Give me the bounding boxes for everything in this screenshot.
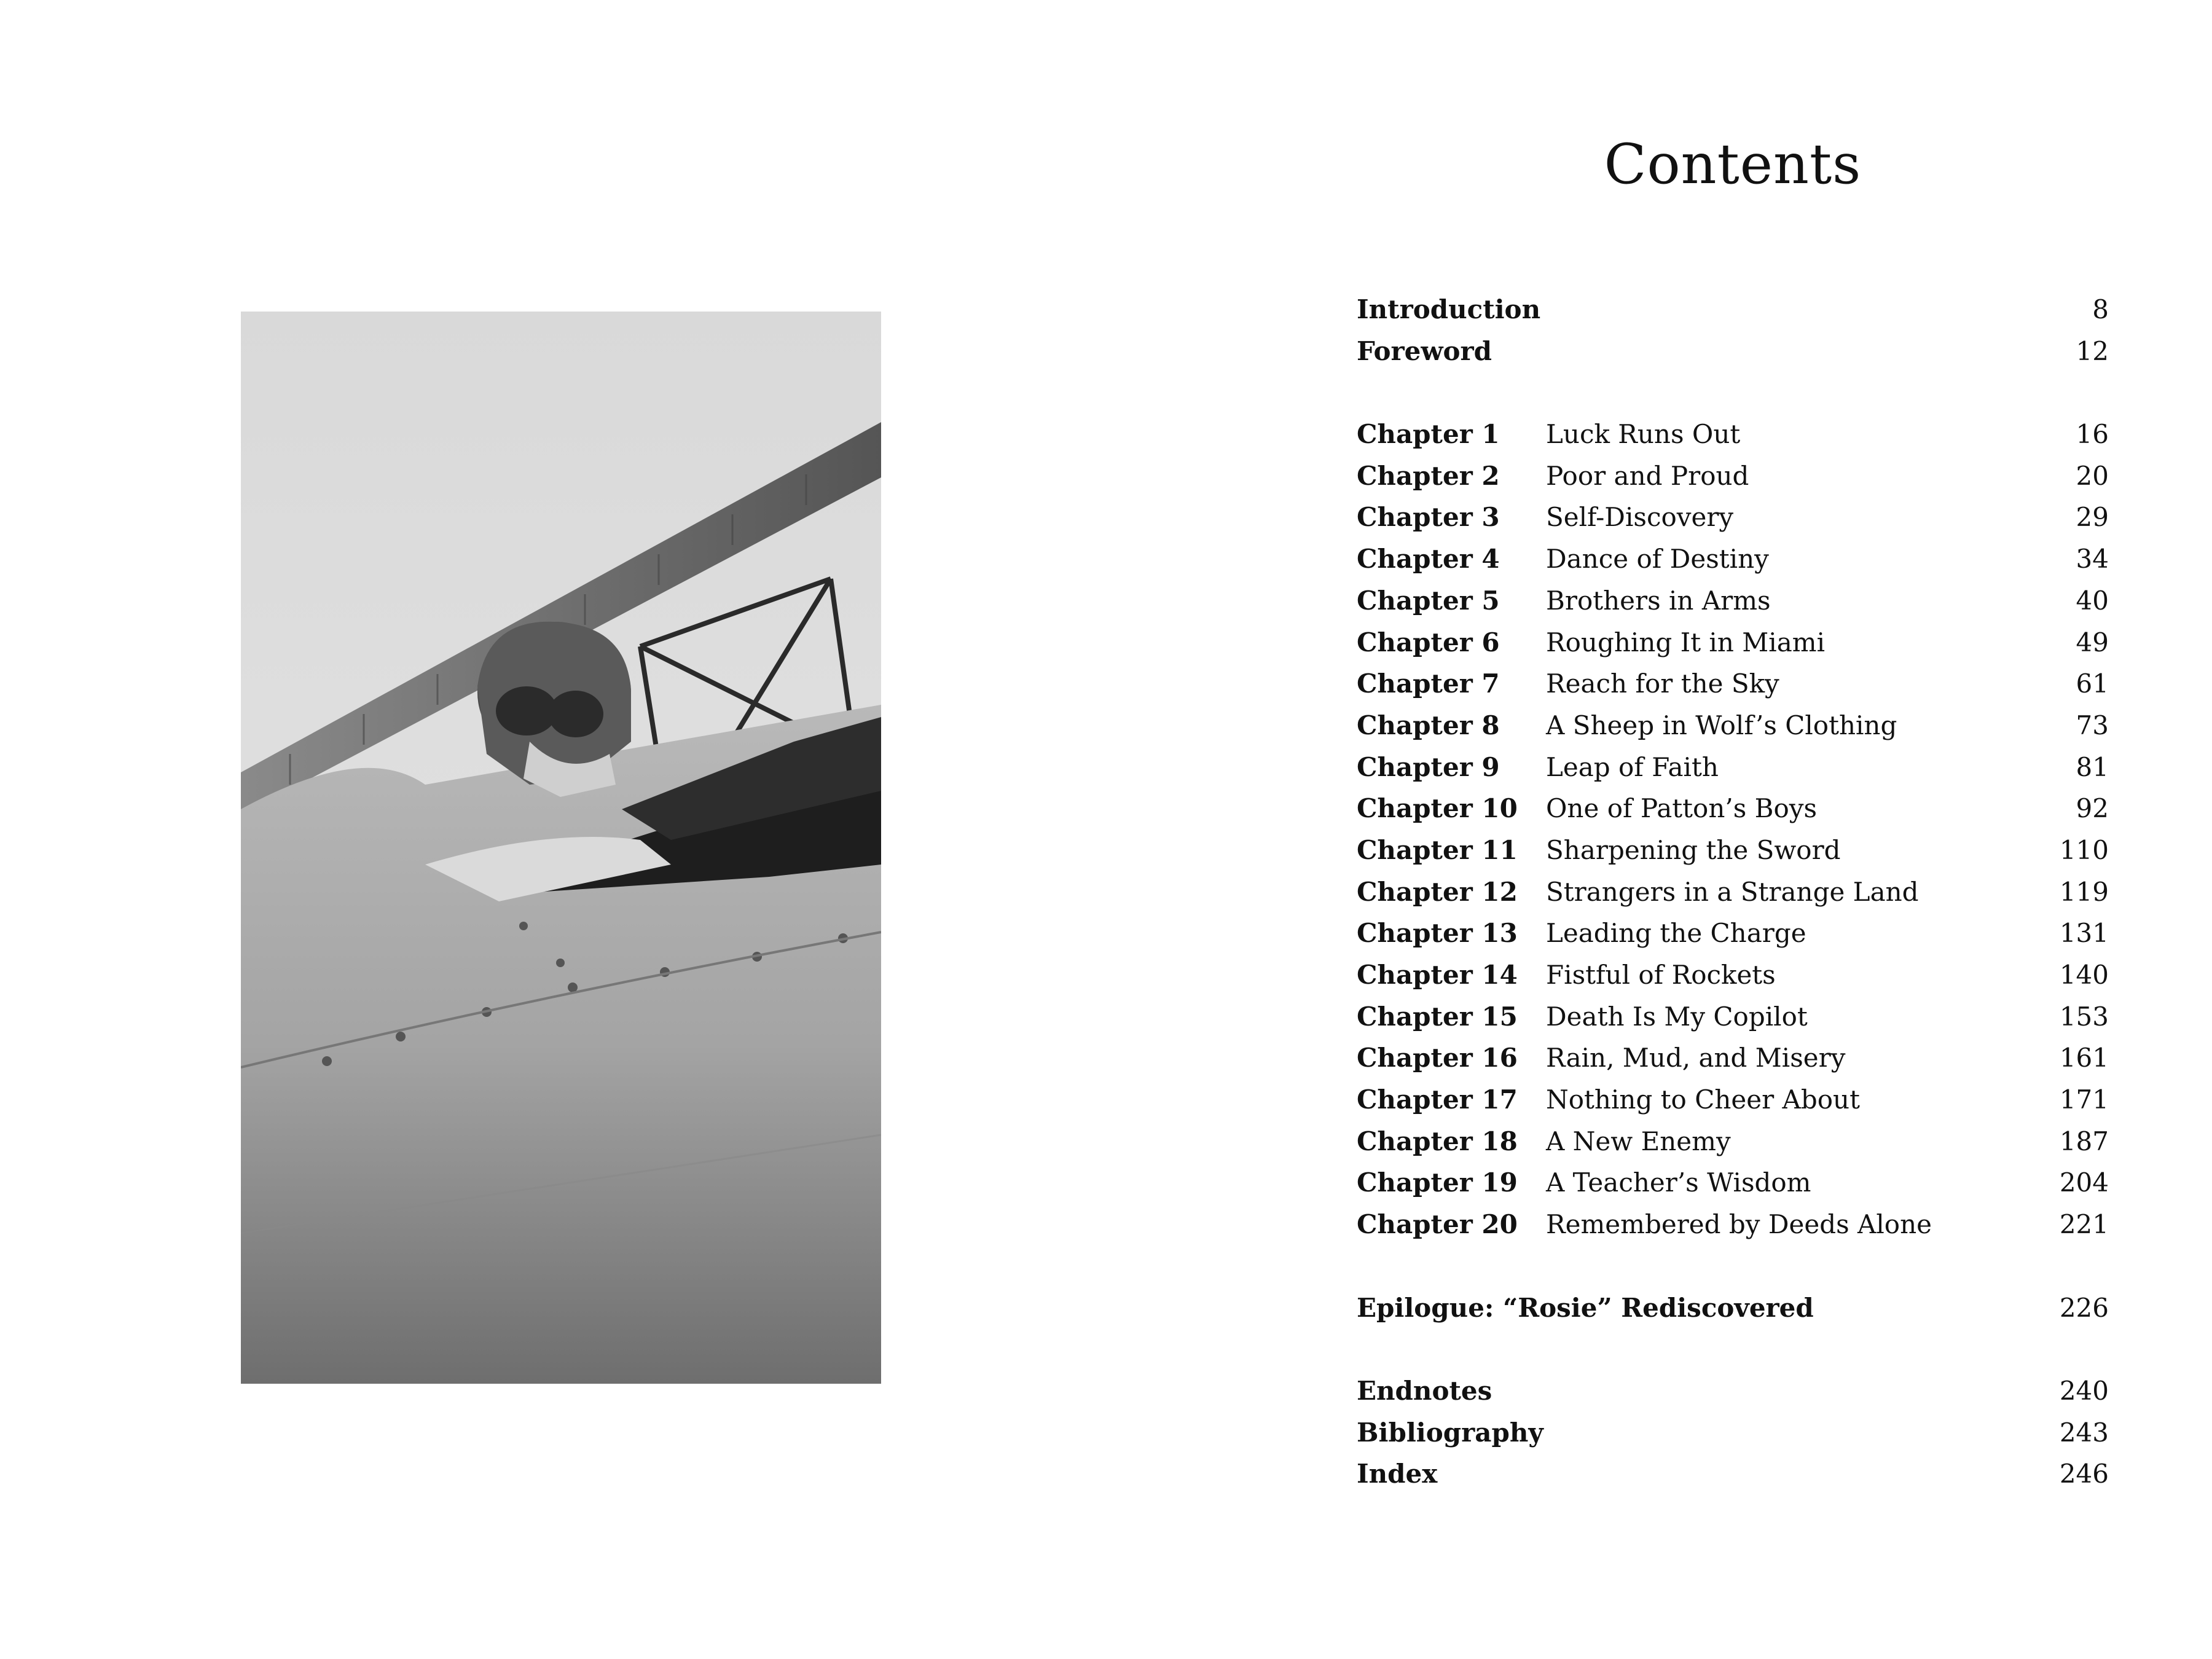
toc-page-number: 20 <box>2076 460 2109 491</box>
toc-page-number: 204 <box>2059 1167 2109 1198</box>
toc-page-number: 131 <box>2059 918 2109 949</box>
toc-row-chapter[interactable] <box>1357 954 2109 996</box>
toc-page-number: 73 <box>2076 710 2109 740</box>
toc-row-chapter[interactable] <box>1357 663 2109 705</box>
toc-page-number: 29 <box>2076 502 2109 533</box>
toc-page-number: 243 <box>2059 1417 2109 1448</box>
toc-row-chapter[interactable] <box>1357 912 2109 954</box>
toc-page-number: 153 <box>2059 1001 2109 1032</box>
chapter-label: Chapter 18 <box>1357 1126 1518 1156</box>
toc-page-number: 61 <box>2076 669 2109 699</box>
chapter-label: Chapter 5 <box>1357 585 1500 616</box>
toc-page-number: 246 <box>2059 1459 2109 1489</box>
toc-row-endnotes[interactable] <box>1357 1370 2109 1412</box>
chapter-label: Chapter 11 <box>1357 834 1518 865</box>
toc-row-chapter[interactable] <box>1357 830 2109 871</box>
toc-page-number: 240 <box>2059 1375 2109 1406</box>
chapter-title: Leading the Charge <box>1546 918 1806 949</box>
toc-label: Introduction <box>1357 294 1541 324</box>
chapter-title: Remembered by Deeds Alone <box>1546 1209 1932 1240</box>
chapter-title: Self-Discovery <box>1546 502 1734 533</box>
toc-row-chapter[interactable] <box>1357 871 2109 913</box>
toc-label: Foreword <box>1357 335 1492 366</box>
chapter-title: A Sheep in Wolf’s Clothing <box>1546 710 1897 740</box>
chapter-label: Chapter 17 <box>1357 1084 1518 1115</box>
chapter-label: Chapter 15 <box>1357 1001 1518 1032</box>
toc-label: Endnotes <box>1357 1375 1492 1406</box>
toc-page-number: 161 <box>2059 1043 2109 1073</box>
biplane-pilot-photo <box>241 312 881 1384</box>
toc-label: Epilogue: “Rosie” Rediscovered <box>1357 1292 1814 1323</box>
toc-row-chapter[interactable] <box>1357 622 2109 664</box>
chapter-title: Reach for the Sky <box>1546 669 1779 699</box>
toc-page-number: 92 <box>2076 793 2109 824</box>
chapter-title: Luck Runs Out <box>1546 419 1741 450</box>
chapter-title: Leap of Faith <box>1546 751 1719 782</box>
toc-row-chapter[interactable] <box>1357 414 2109 455</box>
chapter-title: One of Patton’s Boys <box>1546 793 1818 824</box>
toc-page-number: 221 <box>2059 1209 2109 1240</box>
chapter-title: A Teacher’s Wisdom <box>1546 1167 1811 1198</box>
toc-row-chapter[interactable] <box>1357 538 2109 580</box>
chapter-title: Dance of Destiny <box>1546 544 1769 575</box>
chapter-label: Chapter 13 <box>1357 918 1518 949</box>
toc-label: Index <box>1357 1459 1438 1489</box>
toc-row-epilogue[interactable] <box>1357 1287 2109 1329</box>
chapter-title: Rain, Mud, and Misery <box>1546 1043 1846 1073</box>
chapter-label: Chapter 9 <box>1357 751 1500 782</box>
table-of-contents <box>1357 0 2109 1659</box>
toc-row-chapter[interactable] <box>1357 580 2109 622</box>
chapter-label: Chapter 3 <box>1357 502 1500 533</box>
toc-row-chapter[interactable] <box>1357 705 2109 747</box>
chapter-title: Strangers in a Strange Land <box>1546 876 1919 907</box>
chapter-label: Chapter 16 <box>1357 1043 1518 1073</box>
toc-page-number: 12 <box>2076 335 2109 366</box>
toc-page-number: 171 <box>2059 1084 2109 1115</box>
chapter-label: Chapter 6 <box>1357 627 1500 657</box>
chapter-title: Poor and Proud <box>1546 460 1749 491</box>
chapter-label: Chapter 14 <box>1357 960 1518 990</box>
chapter-title: Roughing It in Miami <box>1546 627 1826 657</box>
chapter-label: Chapter 2 <box>1357 460 1500 491</box>
toc-row-chapter[interactable] <box>1357 1079 2109 1121</box>
chapter-label: Chapter 10 <box>1357 793 1518 824</box>
toc-row-chapter[interactable] <box>1357 1162 2109 1204</box>
toc-row-chapter[interactable] <box>1357 455 2109 497</box>
toc-row-chapter[interactable] <box>1357 747 2109 788</box>
chapter-title: A New Enemy <box>1546 1126 1731 1156</box>
toc-page-number: 8 <box>2092 294 2109 324</box>
toc-row-foreword[interactable] <box>1357 331 2109 372</box>
toc-row-chapter[interactable] <box>1357 1037 2109 1079</box>
toc-row-chapter[interactable] <box>1357 496 2109 538</box>
toc-page-number: 40 <box>2076 585 2109 616</box>
toc-row-chapter[interactable] <box>1357 1121 2109 1163</box>
chapter-title: Sharpening the Sword <box>1546 834 1841 865</box>
toc-page-number: 226 <box>2059 1292 2109 1323</box>
chapter-title: Nothing to Cheer About <box>1546 1084 1860 1115</box>
page-title: Contents <box>1604 132 1862 197</box>
chapter-label: Chapter 12 <box>1357 876 1518 907</box>
toc-label: Bibliography <box>1357 1417 1543 1448</box>
chapter-title: Brothers in Arms <box>1546 585 1771 616</box>
toc-row-index[interactable] <box>1357 1453 2109 1495</box>
toc-row-chapter[interactable] <box>1357 1204 2109 1245</box>
toc-page-number: 187 <box>2059 1126 2109 1156</box>
chapter-label: Chapter 8 <box>1357 710 1500 740</box>
toc-page-number: 49 <box>2076 627 2109 657</box>
biplane-pilot-icon <box>241 312 881 1384</box>
toc-list <box>1357 289 2109 1495</box>
chapter-title: Fistful of Rockets <box>1546 960 1776 990</box>
chapter-label: Chapter 20 <box>1357 1209 1518 1240</box>
toc-page-number: 16 <box>2076 419 2109 450</box>
toc-page-number: 119 <box>2059 876 2109 907</box>
toc-row-introduction[interactable] <box>1357 289 2109 331</box>
chapter-label: Chapter 19 <box>1357 1167 1518 1198</box>
chapter-label: Chapter 7 <box>1357 669 1500 699</box>
chapter-title: Death Is My Copilot <box>1546 1001 1808 1032</box>
toc-row-bibliography[interactable] <box>1357 1412 2109 1454</box>
toc-page-number: 140 <box>2059 960 2109 990</box>
toc-page-number: 34 <box>2076 544 2109 575</box>
chapter-label: Chapter 1 <box>1357 419 1500 450</box>
toc-page-number: 110 <box>2059 834 2109 865</box>
chapter-label: Chapter 4 <box>1357 544 1500 575</box>
toc-page-number: 81 <box>2076 751 2109 782</box>
toc-row-chapter[interactable] <box>1357 996 2109 1038</box>
toc-row-chapter[interactable] <box>1357 788 2109 830</box>
